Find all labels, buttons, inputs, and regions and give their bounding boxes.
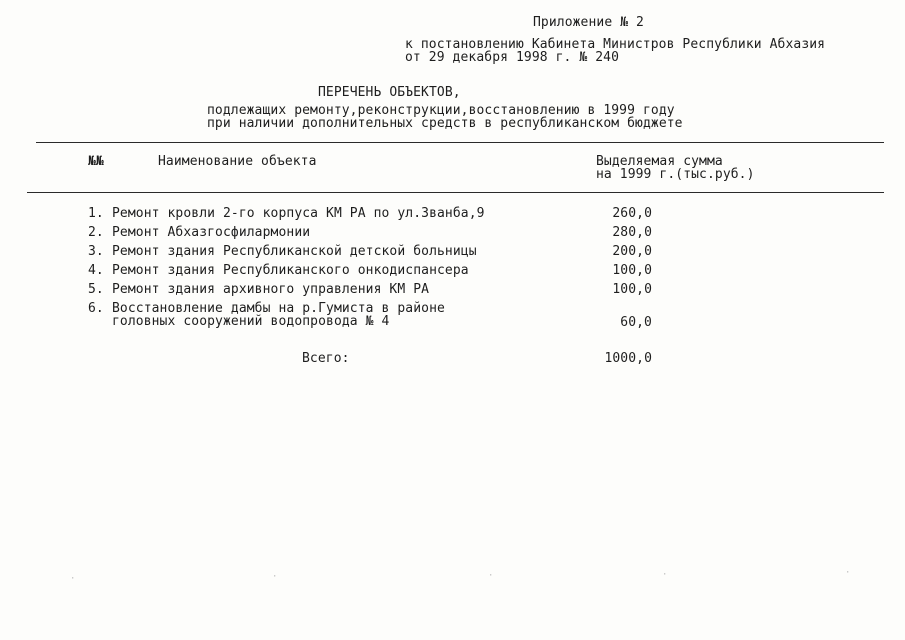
column-header-name: Наименование объекта — [158, 154, 317, 169]
row-amount: 100,0 — [612, 282, 652, 297]
table-header-bottom-rule — [27, 192, 884, 193]
column-header-amount-line1: Выделяемая сумма — [596, 154, 723, 169]
resolution-reference: к постановлению Кабинета Министров Республики Абхазия — [405, 37, 826, 52]
total-amount: 1000,0 — [604, 351, 652, 366]
row-amount: 260,0 — [612, 206, 652, 221]
total-label: Всего: — [302, 351, 350, 366]
column-header-amount-line2: на 1999 г.(тыс.руб.) — [596, 167, 755, 182]
row-name-line2: головных сооружений водопровода № 4 — [112, 314, 390, 329]
row-number: 6. — [88, 301, 104, 316]
row-amount: 100,0 — [612, 263, 652, 278]
row-name: Ремонт здания Республиканского онкодиспансера — [112, 263, 469, 278]
row-amount: 200,0 — [612, 244, 652, 259]
row-name: Ремонт кровли 2-го корпуса КМ РА по ул.Званба,9 — [112, 206, 485, 221]
scan-speck: · — [488, 571, 494, 581]
scan-speck: · — [845, 568, 851, 578]
document-subtitle-line1: подлежащих ремонту,реконструкции,восстановлению в 1999 году — [207, 103, 675, 118]
resolution-date-number: от 29 декабря 1998 г. № 240 — [405, 50, 620, 65]
row-amount: 280,0 — [612, 225, 652, 240]
scan-speck: · — [272, 572, 278, 582]
column-header-number: №№ — [88, 154, 104, 169]
row-name: Ремонт здания Республиканской детской больницы — [112, 244, 477, 259]
document-subtitle-line2: при наличии дополнительных средств в республиканском бюджете — [207, 116, 683, 131]
row-name: Ремонт здания архивного управления КМ РА — [112, 282, 430, 297]
scan-speck: · — [662, 570, 668, 580]
appendix-label: Приложение № 2 — [533, 15, 644, 30]
row-number: 3. — [88, 244, 104, 259]
table-top-rule — [36, 142, 884, 143]
row-number: 1. — [88, 206, 104, 221]
scan-speck: · — [70, 574, 76, 584]
row-name: Ремонт Абхазгосфилармонии — [112, 225, 311, 240]
row-number: 2. — [88, 225, 104, 240]
document-title: ПЕРЕЧЕНЬ ОБЪЕКТОВ, — [318, 85, 461, 100]
row-number: 5. — [88, 282, 104, 297]
row-amount: 60,0 — [620, 315, 652, 330]
row-number: 4. — [88, 263, 104, 278]
row-name-line1: Восстановление дамбы на р.Гумиста в районе — [112, 301, 445, 316]
